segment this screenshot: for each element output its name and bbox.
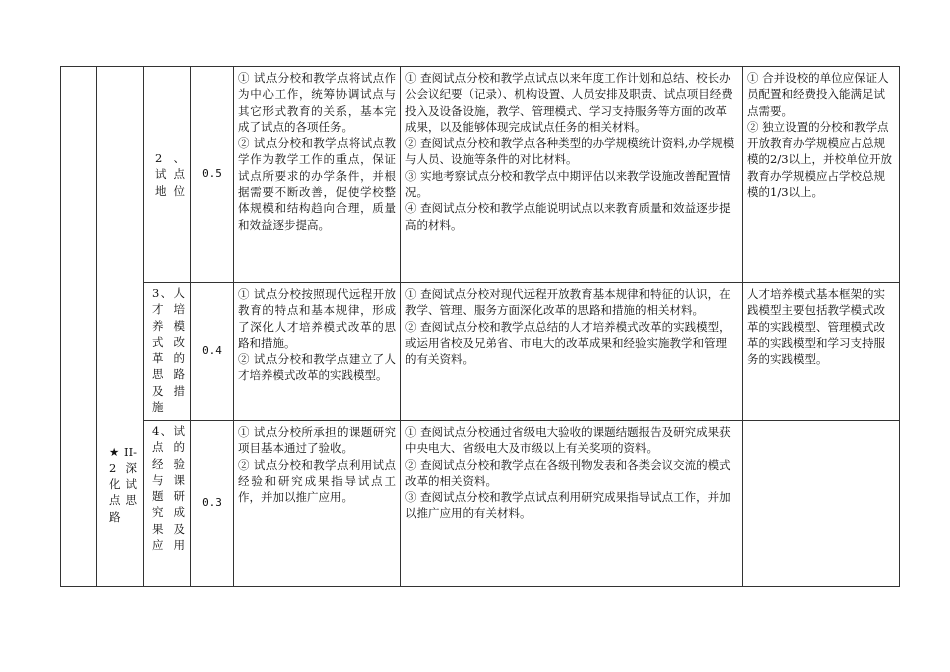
note-text: ① 合并设校的单位应保证人员配置和经费投入能满足试点需要。 <box>747 71 889 118</box>
standard-cell <box>234 67 401 283</box>
standard-cell <box>234 283 401 421</box>
item-label: 3、人才培养模式改革的思路及措施 <box>152 286 185 415</box>
note-text: 人才培养模式基本框架的实践模型主要包括教学模式改革的实践模型、管理模式改革的实践模型和学习支持服务的实践模型。 <box>747 287 885 367</box>
item-cell <box>144 421 191 587</box>
inspection-method-cell <box>401 67 743 283</box>
standard-text: ② 试点分校和教学点建立了人才培养模式改革的实践模型。 <box>238 352 396 383</box>
weight-value: 0.3 <box>202 496 222 510</box>
second-level-indicator-label: ★II-2深化试点思路 <box>109 444 137 524</box>
table-row <box>61 283 900 421</box>
item-label: 4、试点的经验与课题研究成果及应用 <box>152 424 185 553</box>
weight-cell <box>191 67 234 283</box>
evaluation-table <box>60 66 900 587</box>
weight-value: 0.5 <box>202 167 222 181</box>
inspection-text: ② 查阅试点分校和教学点各种类型的办学规模统计资料,办学规模与人员、设施等条件的对比材料。 <box>405 136 735 167</box>
inspection-text: ③ 实地考察试点分校和教学点中期评估以来教学设施改善配置情况。 <box>405 168 731 200</box>
inspection-method-cell <box>401 283 743 421</box>
note-text: ② 独立设置的分校和教学点开放教育办学规模应占总规模的2/3以上，并校单位开放教育办学规模应占学校总规模的1/3以上。 <box>747 119 893 200</box>
item-label: 2、试点地位 <box>155 151 185 198</box>
note-cell <box>743 67 900 283</box>
standard-text: ① 试点分校按照现代远程开放教育的特点和基本规律，形成了深化人才培养模式改革的思路和措施。 <box>238 287 396 350</box>
first-level-indicator-cell <box>61 67 97 587</box>
table-row <box>61 421 900 587</box>
inspection-text: ① 查阅试点分校通过省级电大验收的课题结题报告及研究成果获中央电大、省级电大及市级以上有关奖项的资料。 <box>405 425 731 456</box>
item-cell <box>144 283 191 421</box>
inspection-method-cell <box>401 421 743 587</box>
standard-text: ① 试点分校所承担的课题研究项目基本通过了验收。 <box>238 425 396 456</box>
inspection-text: ② 查阅试点分校和教学点在各级刊物发表和各类会议交流的模式改革的相关资料。 <box>405 457 731 488</box>
inspection-text: ④ 查阅试点分校和教学点能说明试点以来教育质量和效益逐步提高的材料。 <box>405 201 731 232</box>
table-row <box>61 67 900 283</box>
inspection-text: ① 查阅试点分校和教学点试点以来年度工作计划和总结、校长办公会议纪要（记录）、机构设置、人员安排及职责、试点项目经费投入及设备设施，教学、管理模式、学习支持服务等方面的改革成果，以及能够体现完成试点任务的相关材料。 <box>405 71 733 134</box>
inspection-text: ② 查阅试点分校和教学点总结的人才培养模式改革的实践模型，或运用省校及兄弟省、市电大的改革成果和经验实施教学和管理的有关资料。 <box>405 319 731 367</box>
weight-cell <box>191 283 234 421</box>
weight-value: 0.4 <box>202 344 222 358</box>
second-level-indicator-cell <box>97 283 144 587</box>
standard-text: ② 试点分校和教学点将试点教学作为教学工作的重点，保证试点所要求的办学条件，并根据需要不断改善，促使学校整体规模和结构趋向合理，质量和效益逐步提高。 <box>238 136 396 232</box>
weight-cell <box>191 421 234 587</box>
inspection-text: ① 查阅试点分校对现代远程开放教育基本规律和特征的认识，在教学、管理、服务方面深化改革的思路和措施的相关材料。 <box>405 287 731 318</box>
standard-text: ② 试点分校和教学点利用试点经验和研究成果指导试点工作，并加以推广应用。 <box>238 457 396 505</box>
item-cell <box>144 67 191 283</box>
standard-text: ① 试点分校和教学点将试点作为中心工作，统筹协调试点与其它形式教育的关系，基本完成了试点的各项任务。 <box>238 71 396 134</box>
note-cell <box>743 421 900 587</box>
note-cell <box>743 283 900 421</box>
second-level-indicator-cell <box>97 67 144 283</box>
inspection-text: ③ 查阅试点分校和教学点试点利用研究成果指导试点工作，并加以推广应用的有关材料。 <box>405 490 731 521</box>
standard-cell <box>234 421 401 587</box>
